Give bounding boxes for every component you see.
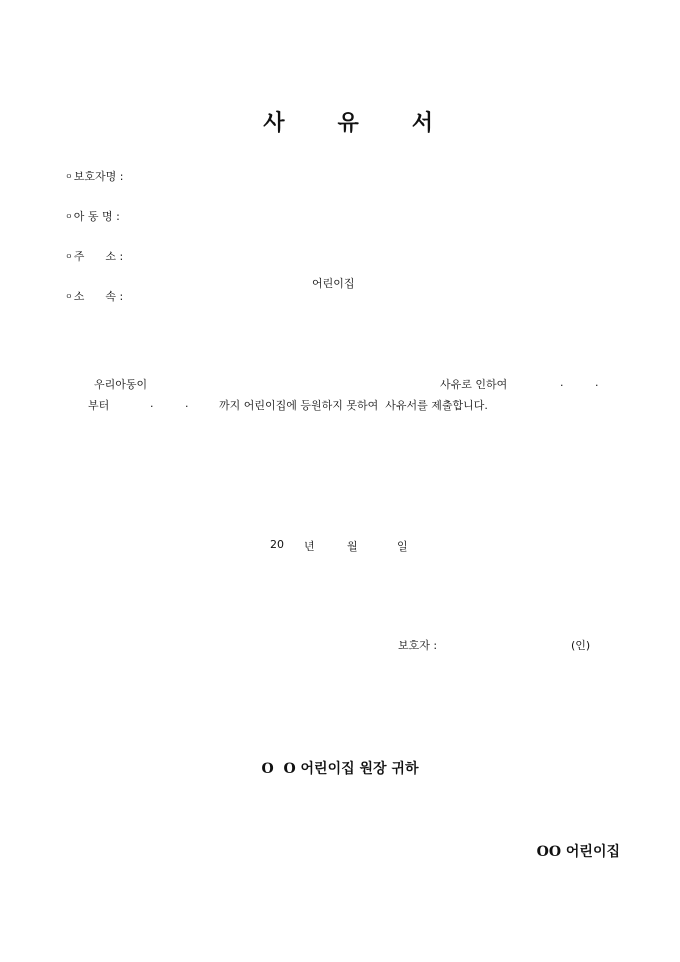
date-year: 년 (304, 540, 315, 553)
body-line2-from: 부터 (88, 399, 110, 412)
bullet-icon: ㅇ (65, 252, 73, 261)
affiliation-label: 소 속 : (73, 290, 124, 303)
date-day: 일 (397, 540, 408, 553)
title-char-1: 사 (263, 110, 286, 136)
affiliation-value: 어린이집 (312, 277, 355, 290)
bullet-icon: ㅇ (65, 172, 73, 181)
date-year-prefix: 20 (270, 538, 284, 551)
bullet-icon: ㅇ (65, 212, 73, 221)
date-month: 월 (347, 540, 358, 553)
body-line2-dots: . . (150, 397, 189, 410)
body-line1-dots: . . (560, 376, 599, 389)
body-line1-reason: 사유로 인하여 (440, 378, 508, 391)
child-name-field (58, 195, 120, 224)
body-line1-start: 우리아동이 (94, 378, 148, 391)
affiliation-field (58, 275, 123, 304)
title-char-3: 서 (411, 110, 435, 136)
addressee: O O 어린이집 원장 귀하 (261, 761, 419, 777)
guardian-signature-label: 보호자 : (398, 639, 438, 652)
organization-name: OO 어린이집 (536, 844, 620, 860)
guardian-name-label: 보호자명 : (73, 170, 124, 183)
address-field (58, 235, 123, 264)
seal-mark: (인) (571, 639, 591, 652)
body-line2-rest: 까지 어린이집에 등원하지 못하여 사유서를 제출합니다. (219, 399, 488, 412)
document-title (0, 80, 680, 137)
child-name-label: 아 동 명 : (73, 210, 120, 223)
address-label: 주 소 : (73, 250, 124, 263)
bullet-icon: ㅇ (65, 292, 73, 301)
guardian-name-field (58, 155, 123, 184)
title-char-2: 유 (337, 110, 360, 136)
